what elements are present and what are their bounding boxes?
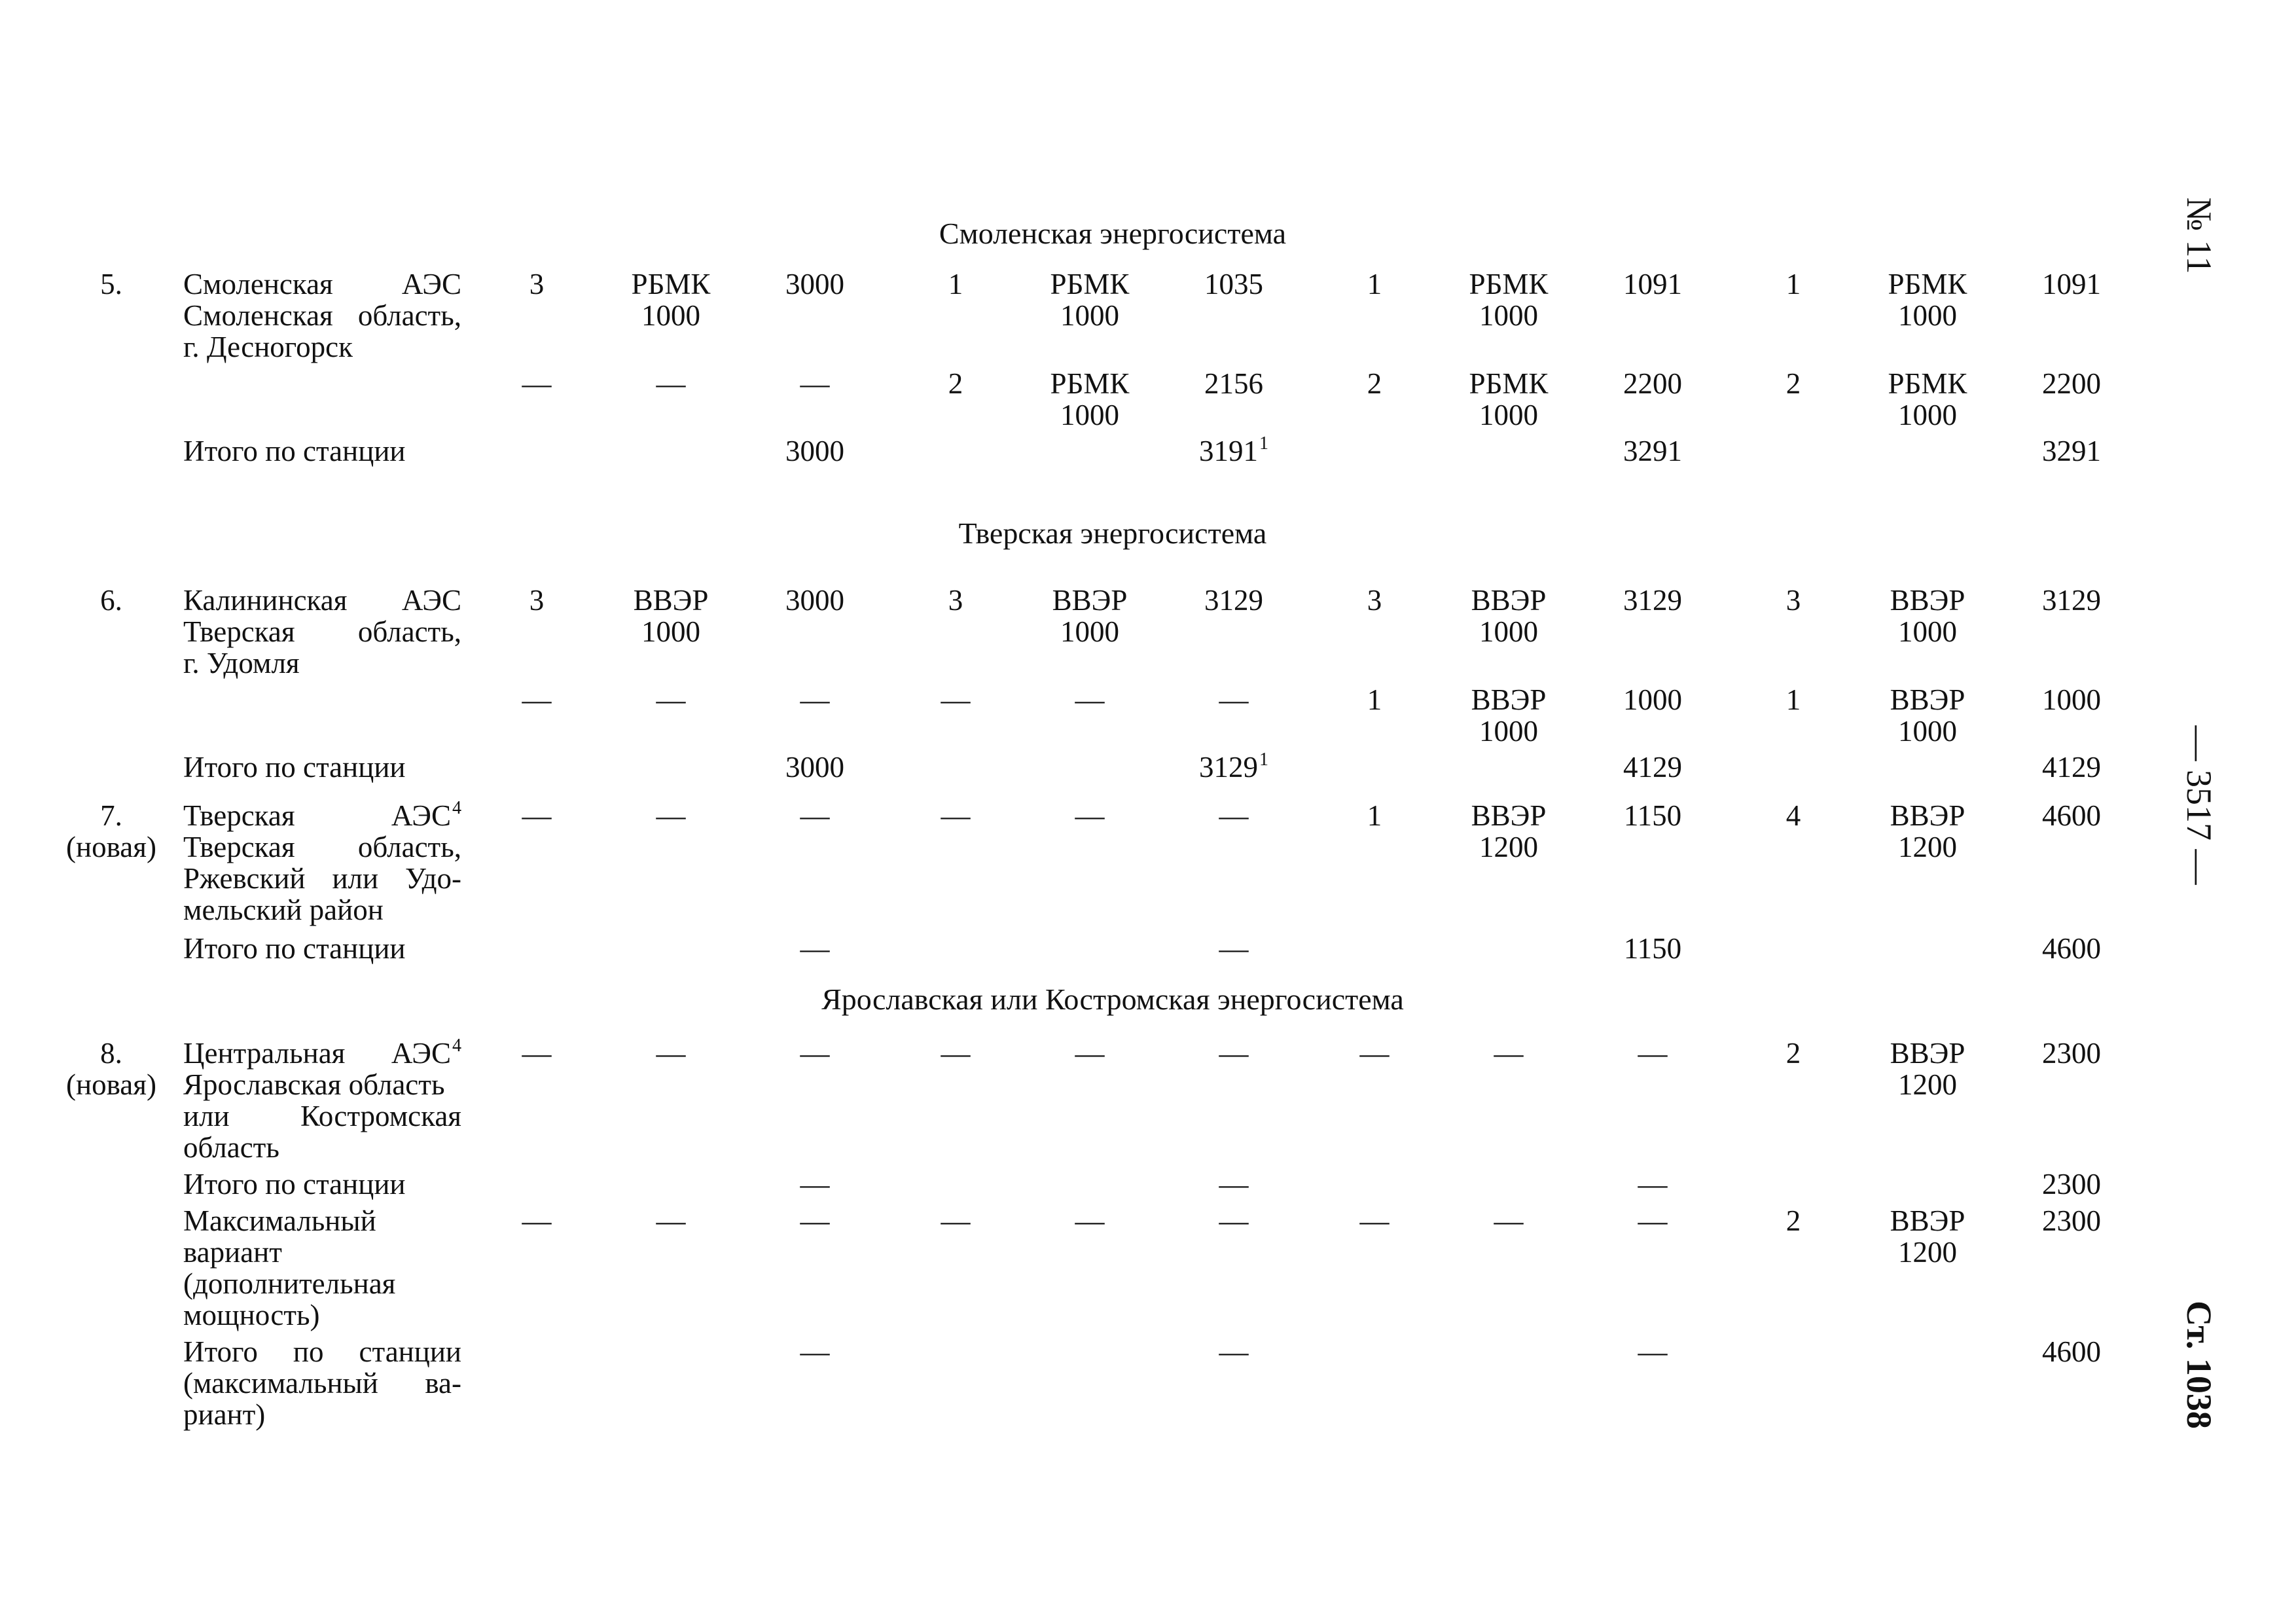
station-name-line	[183, 1367, 461, 1399]
table-cell	[1597, 1168, 1708, 1200]
cell-value: 3129	[1199, 751, 1258, 784]
table-cell	[759, 1205, 870, 1236]
station-name-line	[183, 1399, 641, 1430]
cell-value: 2	[1785, 367, 1801, 400]
cell-value: 3	[948, 584, 963, 617]
station-name-text: Центральная АЭС	[183, 1037, 451, 1070]
table-cell	[916, 1205, 995, 1236]
table-cell	[497, 1205, 576, 1236]
cell-value: 4600	[2042, 799, 2101, 832]
table-cell	[759, 1168, 870, 1200]
cell-value: ВВЭР	[633, 584, 709, 617]
table-cell	[1865, 268, 1990, 300]
table-cell	[1446, 268, 1571, 300]
cell-value: —	[1638, 1204, 1668, 1237]
cell-value: —	[1219, 932, 1249, 965]
table-cell	[1335, 800, 1414, 831]
table-cell	[1865, 800, 1990, 831]
table-cell	[1028, 585, 1152, 616]
cell-value: —	[1075, 683, 1105, 716]
cell-value: —	[1075, 1204, 1105, 1237]
station-name-text: г. Удомля	[183, 647, 300, 679]
cell-value: 1150	[1623, 799, 1682, 832]
table-cell	[1446, 585, 1571, 616]
table-cell	[2016, 1336, 2127, 1367]
cell-value: ВВЭР	[1890, 584, 1965, 617]
table-cell	[916, 585, 995, 616]
cell-value: 1091	[1623, 268, 1682, 300]
cell-value: 2	[1367, 367, 1382, 400]
cell-value: —	[1638, 1168, 1668, 1200]
station-name-text: Итого по станции	[183, 1168, 406, 1200]
table-cell	[2016, 800, 2127, 831]
issue-number: № 11	[2179, 197, 2219, 274]
table-cell	[2016, 933, 2127, 964]
table-cell	[2016, 1205, 2127, 1236]
table-cell	[1597, 268, 1708, 300]
station-name-text: риант)	[183, 1398, 266, 1431]
table-cell	[609, 800, 733, 831]
cell-value: 3129	[1623, 584, 1682, 617]
station-name-text: мощность)	[183, 1299, 320, 1331]
cell-value: 4129	[2042, 751, 2101, 784]
cell-value: 3	[529, 268, 545, 300]
cell-value: 4600	[2042, 932, 2101, 965]
station-name-text: Тверская область,	[183, 615, 461, 648]
cell-value: —	[1219, 1037, 1249, 1070]
station-name-line	[183, 1100, 461, 1132]
cell-value: 3	[1367, 584, 1382, 617]
table-cell	[2016, 751, 2127, 783]
section-heading: Ярославская или Костромская энергосистема	[821, 983, 1404, 1016]
table-cell	[1028, 1205, 1152, 1236]
table-cell	[609, 684, 733, 715]
reactor-model: 1000	[1479, 615, 1538, 648]
table-cell	[2016, 684, 2127, 715]
cell-value: 1	[1367, 799, 1382, 832]
row-number: 5.	[100, 268, 122, 300]
cell-value: РБМК	[631, 268, 711, 300]
table-cell	[1028, 268, 1152, 300]
station-name-line	[183, 268, 461, 300]
table-cell	[916, 800, 995, 831]
cell-value: —	[522, 1037, 552, 1070]
cell-value: 1091	[2042, 268, 2101, 300]
footnote-marker: 4	[452, 798, 461, 818]
table-cell	[1597, 751, 1708, 783]
table-cell	[497, 585, 576, 616]
cell-value: РБМК	[1888, 268, 1967, 300]
station-name-text: мельский район	[183, 893, 384, 926]
cell-value: РБМК	[1050, 367, 1130, 400]
table-cell	[1446, 1205, 1571, 1236]
reactor-model: 1000	[1898, 399, 1957, 431]
table-cell	[759, 368, 870, 399]
cell-value: —	[522, 1204, 552, 1237]
cell-value: 3000	[785, 584, 844, 617]
station-name-line	[183, 751, 641, 783]
reactor-model: 1000	[1898, 299, 1957, 332]
table-cell	[609, 268, 733, 300]
cell-value: 4	[1785, 799, 1801, 832]
station-name-line	[183, 1299, 641, 1331]
station-name-text: (максимальный ва-	[183, 1367, 461, 1399]
station-name-line	[183, 1336, 461, 1367]
cell-value: —	[800, 1204, 830, 1237]
article-number: — 3517 —	[2179, 725, 2219, 885]
cell-value: —	[1638, 1335, 1668, 1368]
reactor-model: 1000	[1479, 715, 1538, 748]
station-name-text: (дополнительная	[183, 1267, 396, 1300]
cell-value: ВВЭР	[1890, 1037, 1965, 1070]
reactor-model: 1000	[1060, 399, 1119, 431]
table-cell	[1754, 585, 1833, 616]
reactor-model: 1000	[1479, 299, 1538, 332]
station-name-text: Итого по станции	[183, 932, 406, 965]
table-cell	[1446, 1038, 1571, 1069]
table-cell	[2016, 1038, 2127, 1069]
table-cell	[1178, 585, 1289, 616]
station-name-line	[183, 616, 461, 647]
cell-value: РБМК	[1469, 367, 1549, 400]
table-cell	[759, 684, 870, 715]
table-cell	[1754, 1038, 1833, 1069]
reactor-model: 1000	[641, 299, 700, 332]
cell-value: —	[1359, 1037, 1390, 1070]
cell-value: РБМК	[1050, 268, 1130, 300]
cell-value: ВВЭР	[1890, 1204, 1965, 1237]
cell-value: 3291	[1623, 435, 1682, 467]
table-cell	[609, 1205, 733, 1236]
cell-value: РБМК	[1469, 268, 1549, 300]
table-cell	[759, 435, 870, 467]
station-name-text: Тверская область,	[183, 831, 461, 863]
station-name-line	[183, 800, 461, 831]
table-cell	[759, 933, 870, 964]
reactor-model: 1200	[1898, 1068, 1957, 1101]
cell-value: —	[941, 683, 971, 716]
table-cell	[1335, 684, 1414, 715]
table-cell	[1597, 1336, 1708, 1367]
cell-value: —	[941, 1037, 971, 1070]
table-cell	[916, 684, 995, 715]
table-cell	[1446, 800, 1571, 831]
table-cell	[497, 268, 576, 300]
cell-value: 3129	[2042, 584, 2101, 617]
station-name-line	[183, 1236, 641, 1268]
cell-value: 1	[948, 268, 963, 300]
table-cell	[1865, 368, 1990, 399]
cell-value: —	[656, 367, 686, 400]
cell-value: —	[1075, 1037, 1105, 1070]
footnote-marker: 1	[1259, 749, 1268, 770]
cell-value: 3291	[2042, 435, 2101, 467]
table-cell	[2016, 1168, 2127, 1200]
cell-value: —	[656, 1204, 686, 1237]
cell-value: —	[1494, 1037, 1524, 1070]
cell-value: —	[800, 799, 830, 832]
table-cell	[497, 368, 576, 399]
cell-value: 3129	[1204, 584, 1263, 617]
station-name-text: область	[183, 1131, 279, 1164]
table-cell	[609, 368, 733, 399]
station-name-text: или Костромская	[183, 1100, 461, 1132]
station-name-line	[183, 894, 641, 926]
cell-value: —	[941, 1204, 971, 1237]
station-name-line	[183, 1038, 461, 1069]
cell-value: —	[1075, 799, 1105, 832]
cell-value: —	[941, 799, 971, 832]
table-cell	[1597, 368, 1708, 399]
row-number: 6.	[100, 584, 122, 617]
cell-value: ВВЭР	[1471, 799, 1547, 832]
reactor-model: 1000	[1479, 399, 1538, 431]
table-cell	[497, 684, 576, 715]
table-cell	[497, 1038, 576, 1069]
station-name-line	[183, 300, 461, 331]
cell-value: 3000	[785, 435, 844, 467]
reactor-model: 1000	[1898, 615, 1957, 648]
station-name-line	[183, 1069, 641, 1100]
cell-value: —	[800, 683, 830, 716]
cell-value: —	[1219, 1335, 1249, 1368]
station-name-line	[183, 585, 461, 616]
station-name-text: Тверская АЭС	[183, 799, 451, 832]
table-cell	[1335, 268, 1414, 300]
table-cell	[1754, 1205, 1833, 1236]
table-cell	[759, 751, 870, 783]
reactor-model: 1000	[1898, 715, 1957, 748]
cell-value: 3	[1785, 584, 1801, 617]
cell-value: 2200	[1623, 367, 1682, 400]
table-cell	[759, 1336, 870, 1367]
table-cell	[916, 1038, 995, 1069]
cell-value: —	[800, 1037, 830, 1070]
station-name-text: Ярославская область	[183, 1068, 445, 1101]
cell-value: 2300	[2042, 1204, 2101, 1237]
station-name-text: Итого по станции	[183, 435, 406, 467]
station-name-line	[183, 647, 641, 679]
cell-value: —	[1359, 1204, 1390, 1237]
table-cell	[1028, 368, 1152, 399]
station-name-text: Максимальный	[183, 1204, 376, 1237]
table-cell	[759, 268, 870, 300]
cell-value: —	[800, 1335, 830, 1368]
station-name-line	[183, 1132, 641, 1163]
cell-value: —	[800, 367, 830, 400]
table-cell	[759, 1038, 870, 1069]
table-cell	[1178, 1336, 1289, 1367]
station-name-text: Ржевский или Удо-	[183, 862, 461, 895]
table-cell	[1597, 800, 1708, 831]
row-number: 8.	[100, 1037, 122, 1070]
cell-value: ВВЭР	[1471, 683, 1547, 716]
page-reference: Ст. 1038	[2179, 1301, 2219, 1429]
table-cell	[2016, 435, 2127, 467]
table-cell	[1178, 751, 1289, 783]
cell-value: 2300	[2042, 1037, 2101, 1070]
cell-value: 1	[1785, 683, 1801, 716]
cell-value: —	[1219, 1168, 1249, 1200]
table-cell	[609, 585, 733, 616]
station-name-text: г. Десногорск	[183, 331, 353, 363]
station-name-text: Калининская АЭС	[183, 584, 461, 617]
cell-value: 2	[948, 367, 963, 400]
table-cell	[2016, 368, 2127, 399]
table-cell	[1178, 368, 1289, 399]
table-cell	[1335, 368, 1414, 399]
station-name-line	[183, 331, 641, 363]
cell-value: 3	[529, 584, 545, 617]
cell-value: ВВЭР	[1890, 799, 1965, 832]
footnote-marker: 4	[452, 1036, 461, 1056]
cell-value: 1	[1367, 683, 1382, 716]
table-cell	[759, 800, 870, 831]
section-heading: Тверская энергосистема	[958, 516, 1267, 550]
cell-value: —	[656, 799, 686, 832]
cell-value: —	[522, 683, 552, 716]
reactor-model: 1200	[1898, 831, 1957, 863]
cell-value: —	[1219, 799, 1249, 832]
table-cell	[2016, 268, 2127, 300]
cell-value: —	[656, 683, 686, 716]
reactor-model: 1000	[641, 615, 700, 648]
table-cell	[1446, 368, 1571, 399]
table-cell	[1865, 1205, 1990, 1236]
cell-value: 1	[1367, 268, 1382, 300]
table-cell	[1754, 800, 1833, 831]
table-cell	[497, 800, 576, 831]
station-name-text: Смоленская АЭС	[183, 268, 461, 300]
cell-value: 1000	[1623, 683, 1682, 716]
cell-value: РБМК	[1888, 367, 1967, 400]
cell-value: 2200	[2042, 367, 2101, 400]
table-cell	[1028, 800, 1152, 831]
cell-value: —	[1219, 1204, 1249, 1237]
cell-value: —	[522, 799, 552, 832]
table-cell	[1597, 1205, 1708, 1236]
cell-value: 1000	[2042, 683, 2101, 716]
cell-value: ВВЭР	[1471, 584, 1547, 617]
reactor-model: 1200	[1898, 1236, 1957, 1269]
station-name-text: Итого по станции	[183, 1335, 461, 1368]
cell-value: 2	[1785, 1204, 1801, 1237]
table-cell	[1335, 585, 1414, 616]
row-number: 7.	[100, 799, 122, 832]
reactor-model: 1000	[1060, 299, 1119, 332]
cell-value: 3191	[1199, 435, 1258, 467]
table-cell	[1754, 684, 1833, 715]
table-cell	[1754, 368, 1833, 399]
station-name-line	[183, 863, 461, 894]
cell-value: 4129	[1623, 751, 1682, 784]
station-name-text: Смоленская область,	[183, 299, 461, 332]
table-cell	[1028, 684, 1152, 715]
row-number-note: (новая)	[66, 1068, 156, 1101]
table-cell	[1597, 1038, 1708, 1069]
reactor-model: 1200	[1479, 831, 1538, 863]
table-cell	[1178, 800, 1289, 831]
table-cell	[1178, 933, 1289, 964]
cell-value: —	[1494, 1204, 1524, 1237]
table-cell	[609, 1038, 733, 1069]
table-cell	[1178, 1205, 1289, 1236]
table-cell	[1446, 684, 1571, 715]
cell-value: 3000	[785, 268, 844, 300]
station-name-line	[183, 933, 641, 964]
table-cell	[1178, 684, 1289, 715]
cell-value: 2156	[1204, 367, 1263, 400]
cell-value: 4600	[2042, 1335, 2101, 1368]
station-name-text: вариант	[183, 1236, 282, 1269]
footnote-marker: 1	[1259, 433, 1268, 454]
cell-value: —	[800, 932, 830, 965]
section-heading: Смоленская энергосистема	[939, 217, 1287, 250]
cell-value: —	[656, 1037, 686, 1070]
table-cell	[916, 368, 995, 399]
cell-value: 2	[1785, 1037, 1801, 1070]
cell-value: —	[1219, 683, 1249, 716]
table-cell	[1865, 1038, 1990, 1069]
cell-value: —	[1638, 1037, 1668, 1070]
reactor-model: 1000	[1060, 615, 1119, 648]
table-cell	[759, 585, 870, 616]
table-cell	[1597, 435, 1708, 467]
table-cell	[1178, 268, 1289, 300]
table-cell	[1178, 435, 1289, 467]
table-cell	[916, 268, 995, 300]
station-name-text: Итого по станции	[183, 751, 406, 784]
table-cell	[1597, 684, 1708, 715]
station-name-line	[183, 435, 641, 467]
row-number-note: (новая)	[66, 831, 156, 863]
cell-value: ВВЭР	[1052, 584, 1128, 617]
table-cell	[1028, 1038, 1152, 1069]
table-cell	[1178, 1168, 1289, 1200]
table-cell	[1597, 933, 1708, 964]
cell-value: 3000	[785, 751, 844, 784]
table-cell	[1865, 585, 1990, 616]
cell-value: 1035	[1204, 268, 1263, 300]
table-cell	[2016, 585, 2127, 616]
table-cell	[1335, 1205, 1414, 1236]
cell-value: 2300	[2042, 1168, 2101, 1200]
table-cell	[1178, 1038, 1289, 1069]
cell-value: —	[800, 1168, 830, 1200]
table-cell	[1335, 1038, 1414, 1069]
cell-value: 1150	[1623, 932, 1682, 965]
station-name-line	[183, 1268, 641, 1299]
table-cell	[1754, 268, 1833, 300]
cell-value: ВВЭР	[1890, 683, 1965, 716]
station-name-line	[183, 1168, 641, 1200]
table-cell	[1865, 684, 1990, 715]
cell-value: 1	[1785, 268, 1801, 300]
table-cell	[1597, 585, 1708, 616]
cell-value: —	[522, 367, 552, 400]
station-name-line	[183, 831, 461, 863]
